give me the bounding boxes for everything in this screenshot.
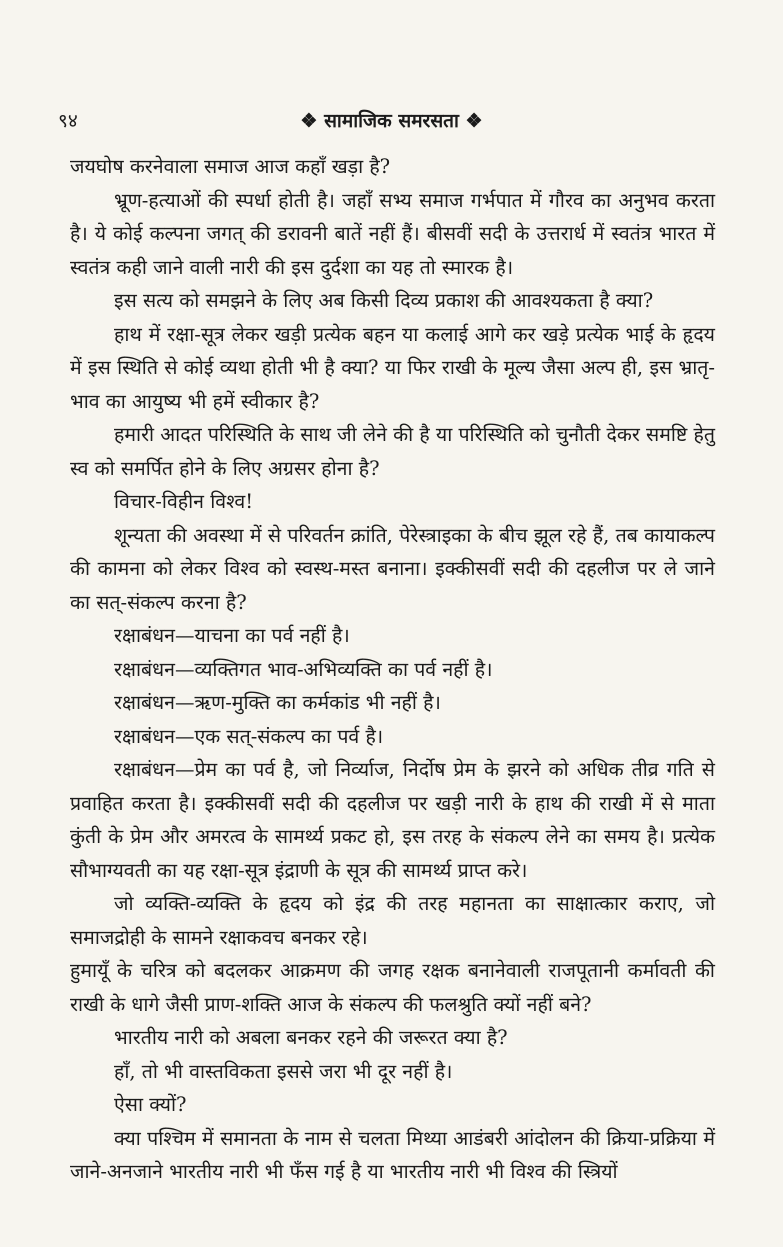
paragraph: रक्षाबंधन—एक सत्-संकल्प का पर्व है। (114, 724, 384, 748)
body-text (70, 150, 715, 1189)
paragraph: भ्रूण-हत्याओं की स्पर्धा होती है। जहाँ सभ्य समाज गर्भपात में गौरव का अनुभव करता है। ये कोई कल्पना जगत् की डरावनी बातें नहीं हैं। बीसवीं सदी के उत्तरार्ध में स्वतंत्र भारत में स्वतंत्र कही जाने वाली नारी की इस दुर्दशा का यह तो स्मारक है। (70, 188, 715, 279)
paragraph: रक्षाबंधन—ऋण-मुक्ति का कर्मकांड भी नहीं है। (114, 691, 441, 714)
page-number: ९४ (58, 110, 78, 132)
paragraph: विचार-विहीन विश्व! (114, 490, 254, 513)
paragraph: हाथ में रक्षा-सूत्र लेकर खड़ी प्रत्येक बहन या कलाई आगे कर खड़े प्रत्येक भाई के हृदय में इस स्थिति से कोई व्यथा होती भी है क्या? या फिर राखी के मूल्य जैसा अल्प ही, इस भ्रातृ-भाव का आयुष्य भी हमें स्वीकार है? (70, 322, 715, 413)
paragraph: जो व्यक्ति-व्यक्ति के हृदय को इंद्र की तरह महानता का साक्षात्कार कराए, जो समाजद्रोही के सामने रक्षाकवच बनकर रहे। (70, 892, 715, 949)
paragraph: रक्षाबंधन—याचना का पर्व नहीं है। (114, 624, 350, 647)
paragraph: ऐसा क्यों? (114, 1093, 187, 1116)
paragraph: भारतीय नारी को अबला बनकर रहने की जरूरत क्या है? (114, 1026, 508, 1049)
paragraph: शून्यता की अवस्था में से परिवर्तन क्रांति, पेरेस्त्राइका के बीच झूल रहे हैं, तब कायाकल्प की कामना को लेकर विश्व को स्वस्थ-मस्त बनाना। इक्कीसवीं सदी की दहलीज पर ले जाने का सत्-संकल्प करना है? (70, 523, 715, 614)
paragraph: क्या पश्चिम में समानता के नाम से चलता मिथ्या आडंबरी आंदोलन की क्रिया-प्रक्रिया में जाने-अनजाने भारतीय नारी भी फँस गई है या भारतीय नारी भी विश्व की स्त्रियों (70, 1126, 715, 1183)
page-header (58, 107, 725, 137)
paragraph: हमारी आदत परिस्थिति के साथ जी लेने की है या परिस्थिति को चुनौती देकर समष्टि हेतु स्व को समर्पित होने के लिए अग्रसर होना है? (70, 423, 715, 480)
paragraph: इस सत्य को समझने के लिए अब किसी दिव्य प्रकाश की आवश्यकता है क्या? (114, 289, 654, 312)
paragraph: हुमायूँ के चरित्र को बदलकर आक्रमण की जगह रक्षक बनानेवाली राजपूतानी कर्मावती की राखी के धागे जैसी प्राण-शक्ति आज के संकल्प की फलश्रुति क्यों नहीं बने? (70, 959, 715, 1016)
paragraph: रक्षाबंधन—व्यक्तिगत भाव-अभिव्यक्ति का पर्व नहीं है। (114, 657, 493, 681)
paragraph: रक्षाबंधन—प्रेम का पर्व है, जो निर्व्याज, निर्दोष प्रेम के झरने को अधिक तीव्र गति से प्रवाहित करता है। इक्कीसवीं सदी की दहलीज पर खड़ी नारी के हाथ की राखी में से माता कुंती के प्रेम और अमरत्व के सामर्थ्य प्रकट हो, इस तरह के संकल्प लेने का समय है। प्रत्येक सौभाग्यवती का यह रक्षा-सूत्र इंद्राणी के सूत्र की सामर्थ्य प्राप्त करे। (70, 758, 715, 882)
running-title: ❖ सामाजिक समरसता ❖ (300, 110, 483, 132)
paragraph: जयघोष करनेवाला समाज आज कहाँ खड़ा है? (70, 155, 391, 178)
paragraph: हाँ, तो भी वास्तविकता इससे जरा भी दूर नहीं है। (114, 1059, 453, 1083)
